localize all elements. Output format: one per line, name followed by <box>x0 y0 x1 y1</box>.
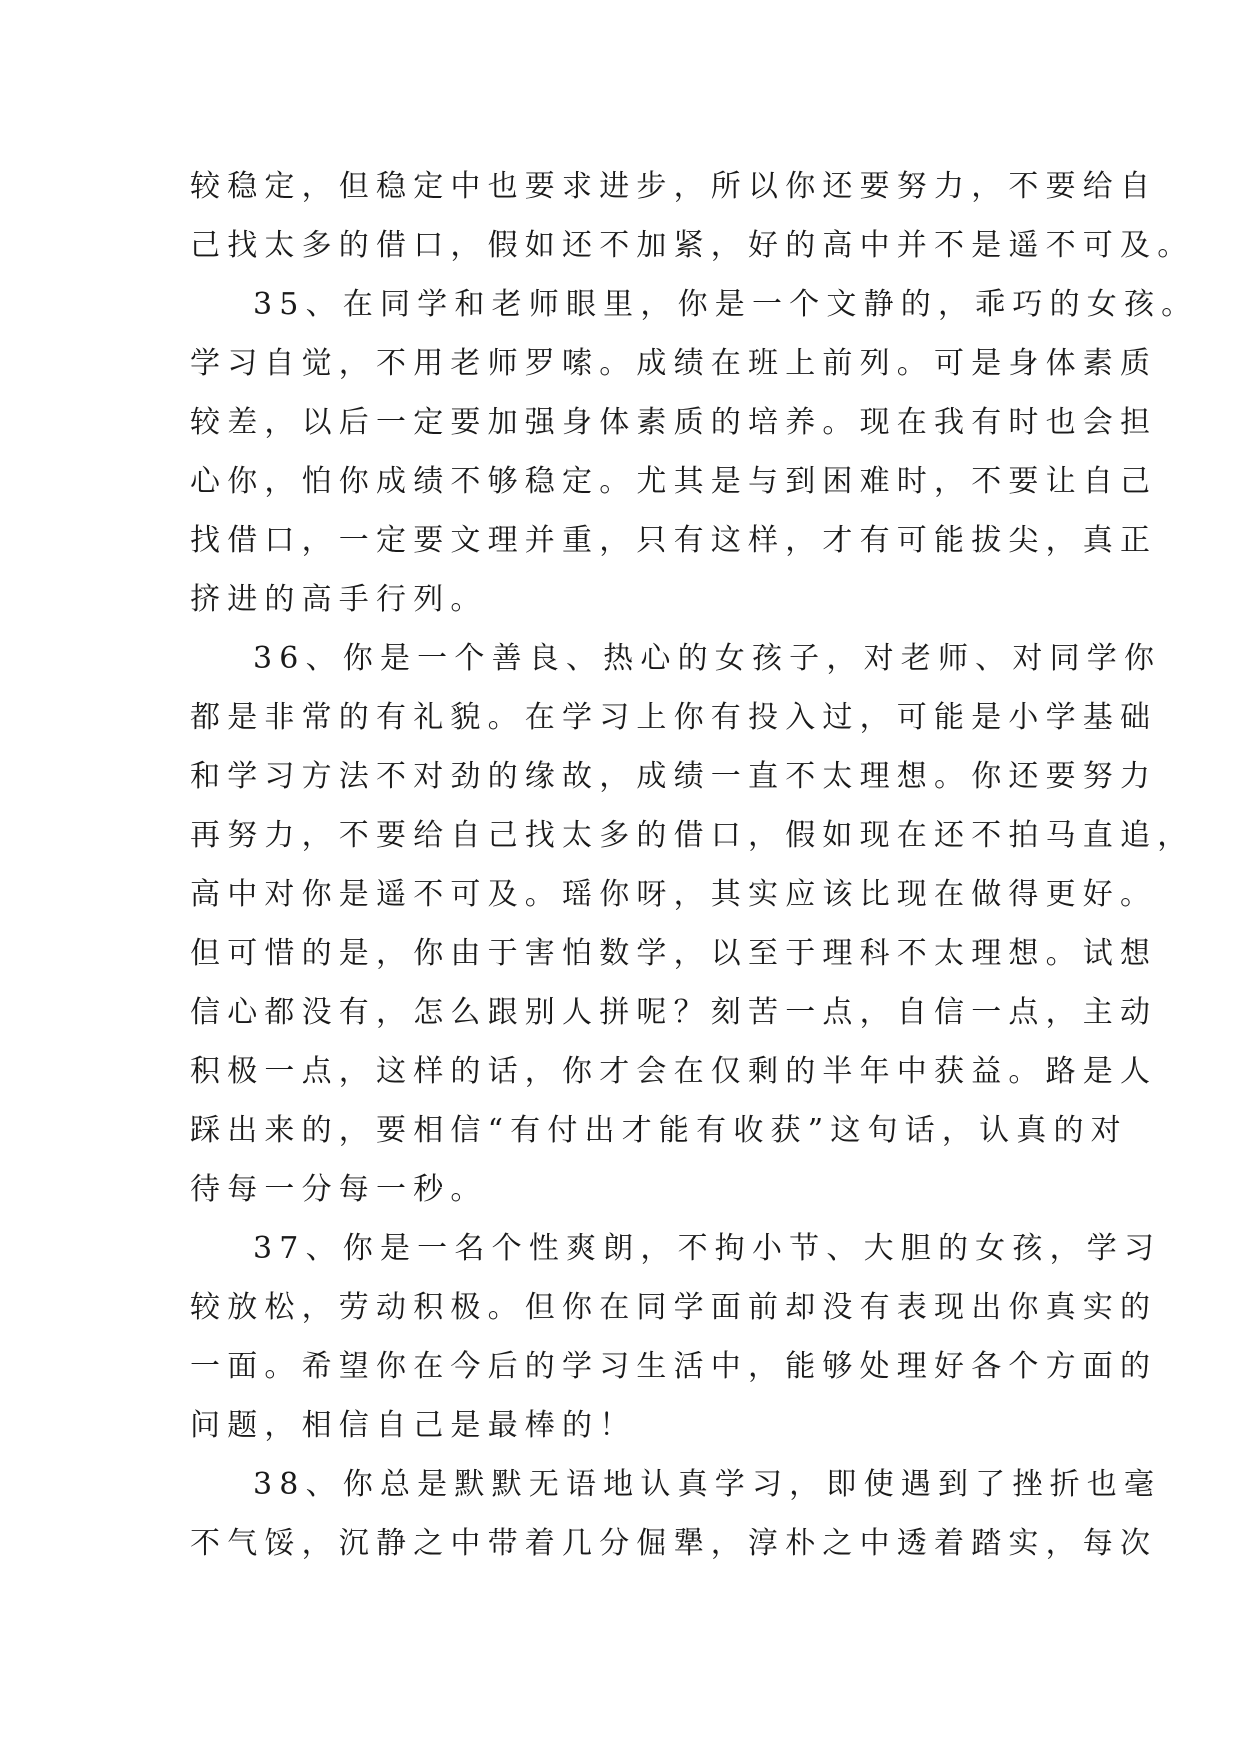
text-line: 较放松，劳动积极。但你在同学面前却没有表现出你真实的 <box>190 1290 1158 1325</box>
text-line: 踩出来的，要相信“有付出才能有收获”这句话，认真的对 <box>190 1113 1128 1148</box>
text-line: 心你，怕你成绩不够稳定。尤其是与到困难时，不要让自己 <box>190 464 1158 499</box>
text-line: 和学习方法不对劲的缘故，成绩一直不太理想。你还要努力 <box>190 759 1158 794</box>
text-line: 信心都没有，怎么跟别人拼呢？刻苦一点，自信一点，主动 <box>190 995 1158 1030</box>
text-line: 一面。希望你在今后的学习生活中，能够处理好各个方面的 <box>190 1349 1158 1384</box>
text-line: 问题，相信自己是最棒的！ <box>190 1408 637 1443</box>
text-line: 较稳定，但稳定中也要求进步，所以你还要努力，不要给自 <box>190 169 1158 204</box>
text-line: 不气馁，沉静之中带着几分倔犟，淳朴之中透着踏实，每次 <box>190 1526 1158 1561</box>
paragraph-38-start: 38、你总是默默无语地认真学习，即使遇到了挫折也毫 <box>253 1467 1162 1502</box>
text-line: 但可惜的是，你由于害怕数学，以至于理科不太理想。试想 <box>190 936 1158 971</box>
paragraph-37-start: 37、你是一名个性爽朗，不拘小节、大胆的女孩，学习 <box>253 1231 1162 1266</box>
text-line: 积极一点，这样的话，你才会在仅剩的半年中获益。路是人 <box>190 1054 1158 1089</box>
text-line: 高中对你是遥不可及。瑶你呀，其实应该比现在做得更好。 <box>190 877 1158 912</box>
text-line: 学习自觉，不用老师罗嗦。成绩在班上前列。可是身体素质 <box>190 346 1158 381</box>
text-line: 找借口，一定要文理并重，只有这样，才有可能拔尖，真正 <box>190 523 1158 558</box>
text-line: 挤进的高手行列。 <box>190 582 488 617</box>
paragraph-36-start: 36、你是一个善良、热心的女孩子，对老师、对同学你 <box>253 641 1162 676</box>
text-line: 较差，以后一定要加强身体素质的培养。现在我有时也会担 <box>190 405 1158 440</box>
paragraph-35-start: 35、在同学和老师眼里，你是一个文静的，乖巧的女孩。 <box>253 287 1199 322</box>
text-line: 再努力，不要给自己找太多的借口，假如现在还不拍马直追， <box>190 818 1195 853</box>
text-line: 待每一分每一秒。 <box>190 1172 488 1207</box>
text-line: 都是非常的有礼貌。在学习上你有投入过，可能是小学基础 <box>190 700 1158 735</box>
text-line: 己找太多的借口，假如还不加紧，好的高中并不是遥不可及。 <box>190 228 1195 263</box>
